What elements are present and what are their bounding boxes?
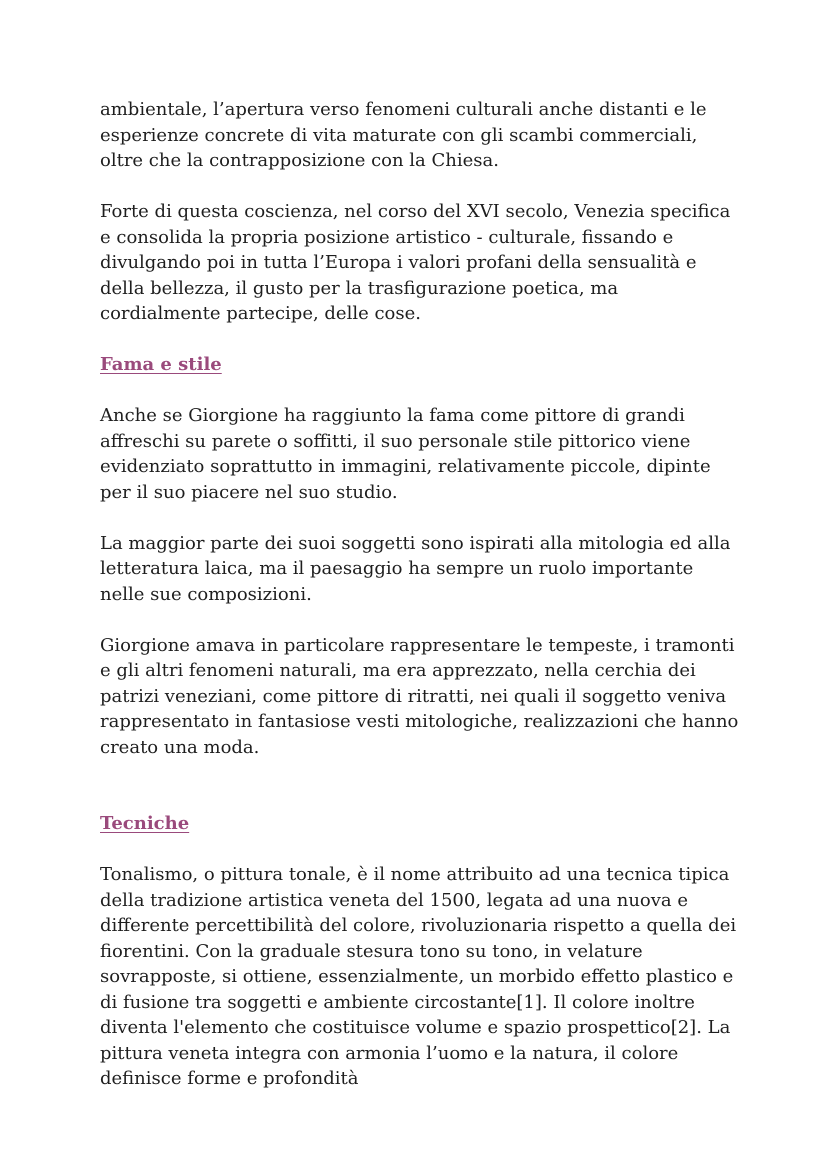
paragraph-tecniche-1: Tonalismo, o pittura tonale, è il nome attribuito ad una tecnica tipica della tradizione artistica veneta del 1500, legata ad una nuova e differente percettibilità del colore, rivoluzionaria rispetto a quella dei fiorentini. Con la graduale stesura tono su tono, in velature sovrapposte, si ottiene, essenzialmente, un morbido effetto plastico e di fusione tra soggetti e ambiente circostante[1]. Il colore inoltre diventa l'elemento che costituisce volume e spazio prospettico[2]. La pittura veneta integra con armonia l’uomo e la natura, il colore definisce forme e profondità [100,864,737,1089]
heading-tecniche: Tecniche [100,813,190,834]
paragraph-fama-2: La maggior parte dei suoi soggetti sono ispirati alla mitologia ed alla letteratura laica, ma il paesaggio ha sempre un ruolo importante nelle sue composizioni. [100,532,731,605]
paragraph-venezia: Forte di questa coscienza, nel corso del XVI secolo, Venezia specifica e consolida la propria posizione artistico - culturale, fissando e divulgando poi in tutta l’Europa i valori profani della sensualità e della bellezza, il gusto per la trasfigurazione poetica, ma cordialmente partecipe, delle cose. [100,201,731,324]
heading-fama-e-stile: Fama e stile [100,354,222,375]
paragraph-fama-1: Anche se Giorgione ha raggiunto la fama come pittore di grandi affreschi su parete o soffitti, il suo personale stile pittorico viene evidenziato soprattutto in immagini, relativamente piccole, dipinte per il suo piacere nel suo studio. [100,405,711,503]
paragraph-intro-continuation: ambientale, l’apertura verso fenomeni culturali anche distanti e le esperienze concrete di vita maturate con gli scambi commerciali, oltre che la contrapposizione con la Chiesa. [100,99,707,171]
paragraph-fama-3: Giorgione amava in particolare rappresentare le tempeste, i tramonti e gli altri fenomeni naturali, ma era apprezzato, nella cerchia dei patrizi veneziani, come pittore di ritratti, nei quali il soggetto veniva rappresentato in fantasiose vesti mitologiche, realizzazioni che hanno creato una moda. [100,634,739,758]
document-page [100,97,740,1117]
section-spacer [100,786,740,812]
